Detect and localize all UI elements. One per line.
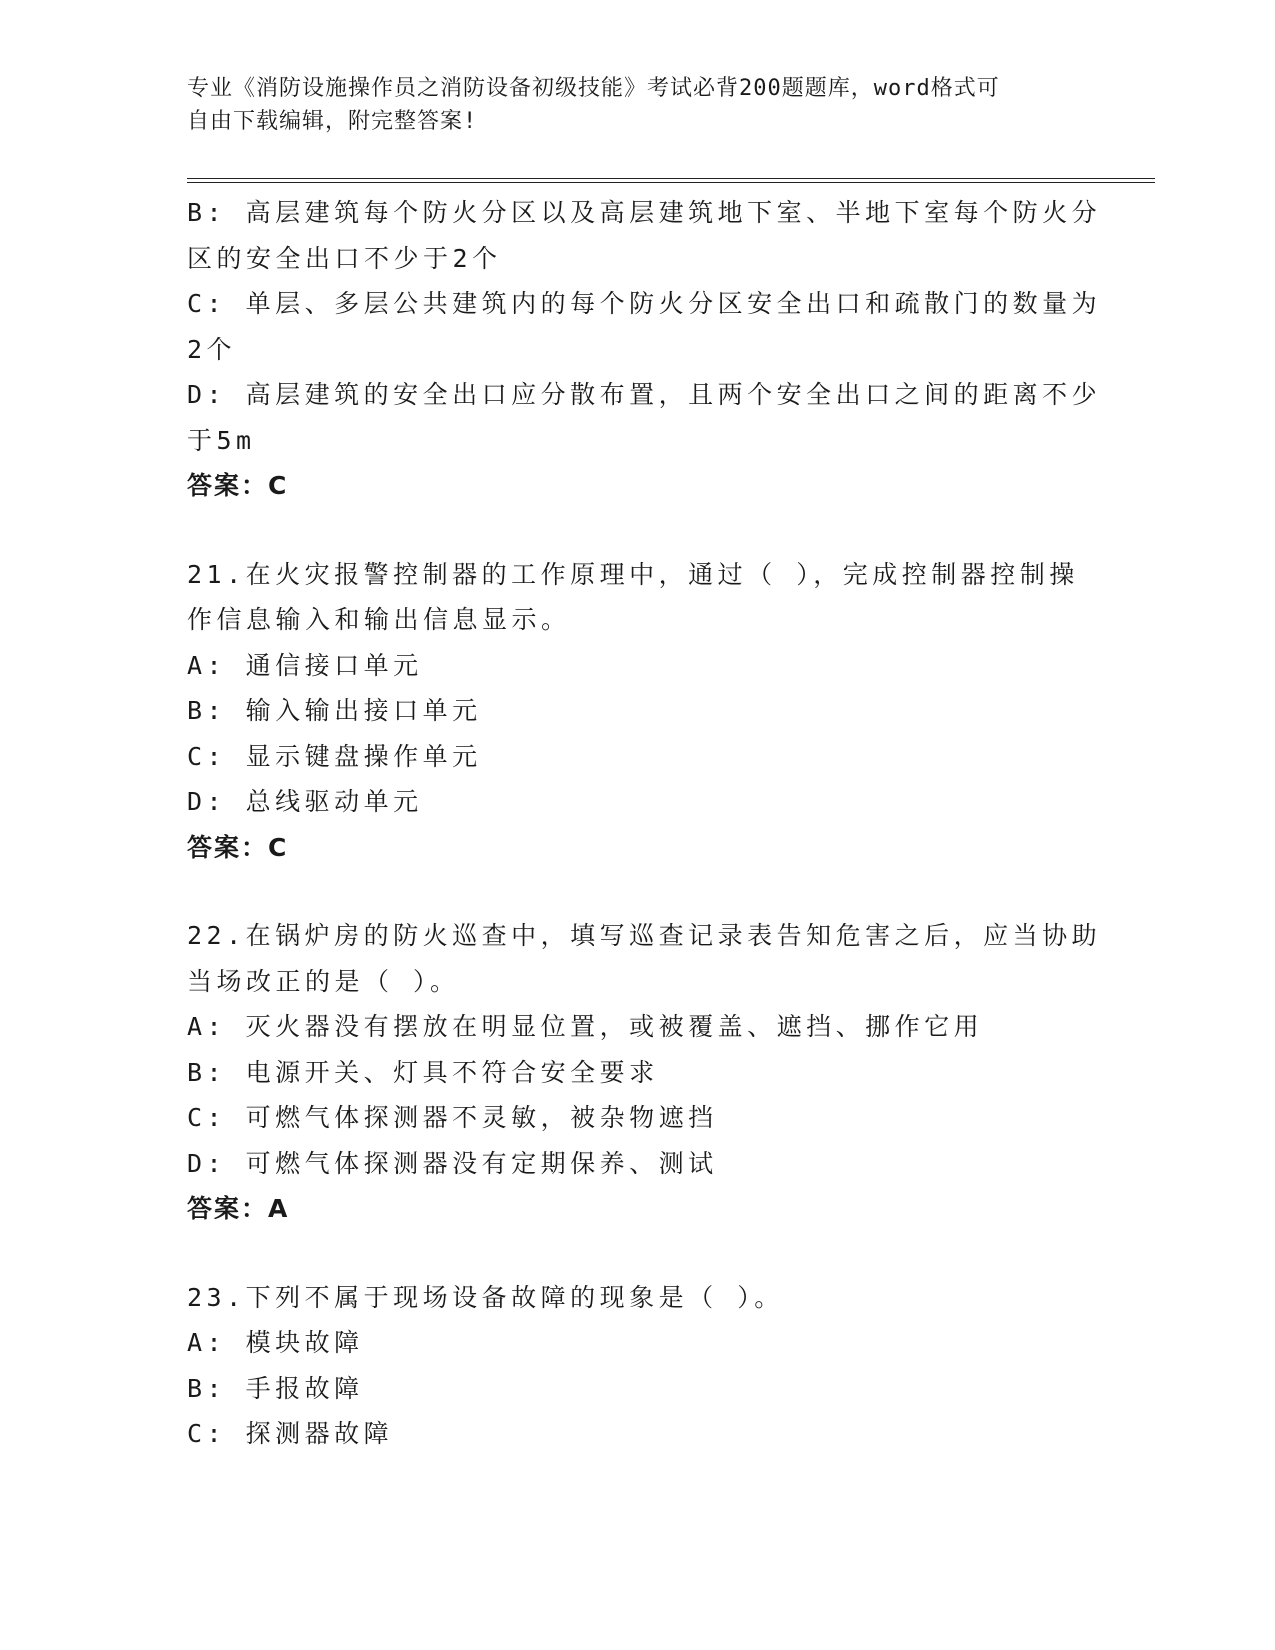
spacer — [187, 870, 1087, 913]
option-c: C: 显示键盘操作单元 — [187, 741, 482, 771]
option-a: A: 通信接口单元 — [187, 650, 423, 680]
option-c-line-1: C: 单层、多层公共建筑内的每个防火分区安全出口和疏散门的数量为 — [187, 289, 1102, 318]
option-b: B: 电源开关、灯具不符合安全要求 — [187, 1057, 659, 1087]
answer: 答案：C — [187, 832, 289, 862]
question-stem-line-1: 22.在锅炉房的防火巡查中，填写巡查记录表告知危害之后，应当协助 — [187, 921, 1102, 950]
option-c: C: 探测器故障 — [187, 1419, 394, 1448]
question-20-tail — [187, 190, 1102, 509]
answer: 答案：C — [187, 471, 289, 500]
option-d-line-1: D: 高层建筑的安全出口应分散布置，且两个安全出口之间的距离不少 — [187, 380, 1102, 409]
question-stem-line-1: 21.在火灾报警控制器的工作原理中，通过（ ），完成控制器控制操 — [187, 559, 1079, 589]
question-stem-line-1: 23.下列不属于现场设备故障的现象是（ ）。 — [187, 1282, 784, 1312]
option-d: D: 可燃气体探测器没有定期保养、测试 — [187, 1148, 718, 1178]
option-a: A: 模块故障 — [187, 1328, 364, 1357]
option-d: D: 总线驱动单元 — [187, 787, 423, 816]
option-c-line-2: 2个 — [187, 334, 237, 364]
document-header — [187, 72, 1067, 138]
question-23 — [187, 1275, 1087, 1457]
option-b-line-1: B: 高层建筑每个防火分区以及高层建筑地下室、半地下室每个防火分 — [187, 198, 1102, 227]
option-b: B: 输入输出接口单元 — [187, 696, 482, 725]
header-divider-bottom — [187, 182, 1155, 183]
header-line-1: 专业《消防设施操作员之消防设备初级技能》考试必背200题题库，word格式可 — [187, 76, 1000, 101]
option-c: C: 可燃气体探测器不灵敏，被杂物遮挡 — [187, 1103, 718, 1132]
header-divider-top — [187, 178, 1155, 179]
option-b: B: 手报故障 — [187, 1373, 364, 1403]
question-21 — [187, 552, 1087, 871]
option-b-line-2: 区的安全出口不少于2个 — [187, 243, 502, 273]
question-22 — [187, 913, 1102, 1232]
question-stem-line-2: 作信息输入和输出信息显示。 — [187, 605, 571, 634]
option-d-line-2: 于5m — [187, 425, 256, 455]
option-a: A: 灭火器没有摆放在明显位置，或被覆盖、遮挡、挪作它用 — [187, 1012, 984, 1041]
spacer — [187, 509, 1087, 552]
question-list — [187, 190, 1102, 1457]
spacer — [187, 1232, 1087, 1275]
header-line-2: 自由下载编辑，附完整答案! — [187, 109, 478, 134]
answer: 答案：A — [187, 1194, 290, 1223]
question-stem-line-2: 当场改正的是（ ）。 — [187, 966, 460, 996]
